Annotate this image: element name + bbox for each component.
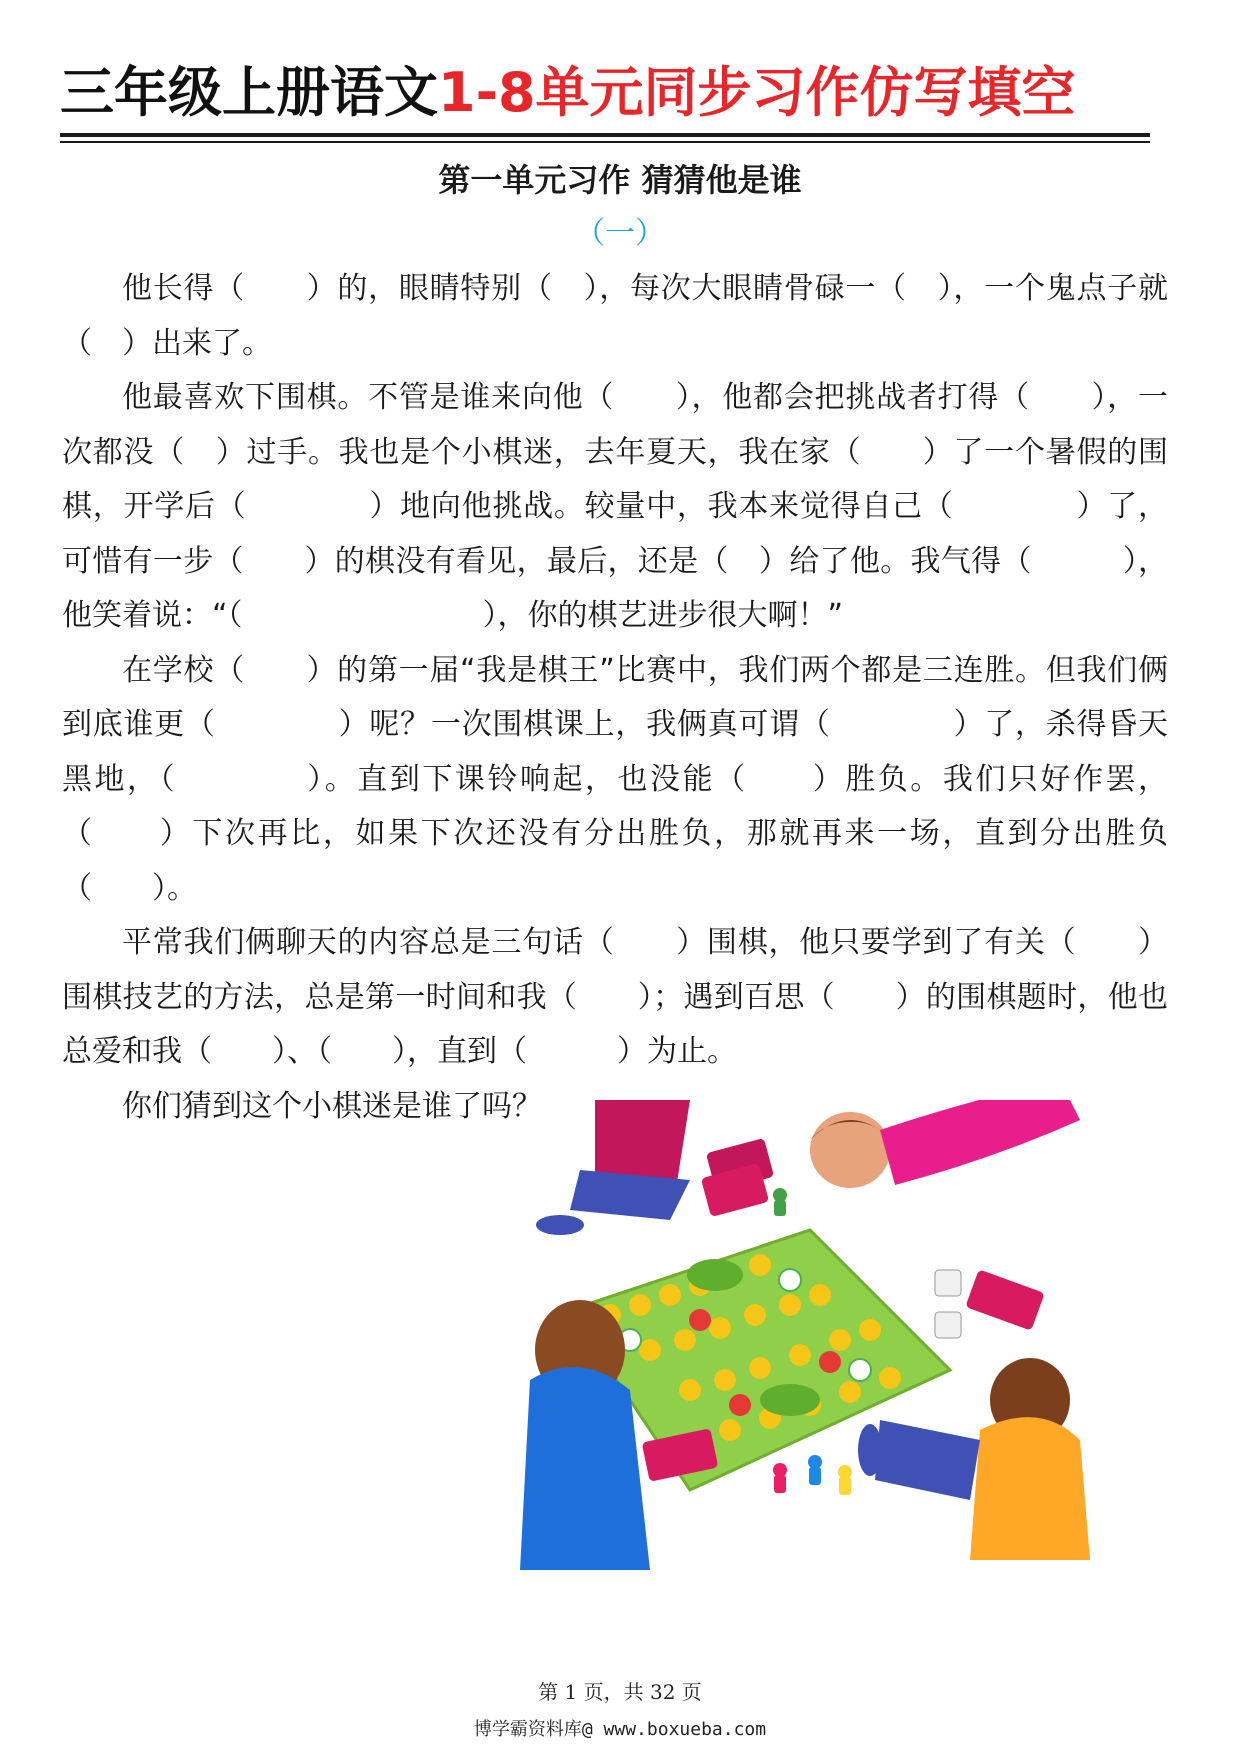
page-number: 第 1 页，共 32 页 <box>538 1680 702 1704</box>
paragraph-3: 在学校（ ）的第一届“我是棋王”比赛中，我们两个都是三连胜。但我们俩到底谁更（ ）呢？一次围棋课上，我俩真可谓（ ）了，杀得昏天黑地，（ ）。直到下课铃响起，也没能（ ）胜负。我们只好作罢，（ ）下次再比，如果下次还没有分出胜负，那就再来一场，直到分出胜负（ ）。 <box>62 652 1168 906</box>
title-rule-thin <box>60 141 1150 143</box>
section-number: （一） <box>575 216 665 251</box>
title-black-part: 三年级上册语文 <box>60 61 438 124</box>
paragraph-2: 他最喜欢下围棋。不管是谁来向他（ ），他都会把挑战者打得（ ），一次都没（ ）过手。我也是个小棋迷，去年夏天，我在家（ ）了一个暑假的围棋，开学后（ ）地向他挑战。较量中，我本来觉得自己（ ）了，可惜有一步（ ）的棋没有看见，最后，还是（ ）给了他。我气得（ ），他笑着说：“（ ），你的棋艺进步很大啊！” <box>62 380 1168 633</box>
kids-board-game-illustration <box>500 1100 1220 1700</box>
paragraph-5: 你们猜到这个小棋迷是谁了吗？ <box>122 1088 542 1124</box>
unit-subtitle: 第一单元习作 猜猜他是谁 <box>438 161 802 199</box>
document-title <box>60 58 1150 128</box>
exercise-body <box>62 262 1168 1134</box>
footer-source: 博学霸资料库@ www.boxueba.com <box>473 1719 767 1740</box>
paragraph-1: 他长得（ ）的，眼睛特别（ ），每次大眼睛骨碌一（ ），一个鬼点子就（ ）出来了。 <box>62 271 1168 361</box>
title-rule-thick <box>60 133 1150 137</box>
paragraph-4: 平常我们俩聊天的内容总是三句话（ ）围棋，他只要学到了有关（ ）围棋技艺的方法，总是第一时间和我（ ）；遇到百思（ ）的围棋题时，他也总爱和我（ ）、（ ），直到（ ）为止。 <box>62 925 1168 1069</box>
title-red-part: 1-8单元同步习作仿写填空 <box>438 61 1076 124</box>
